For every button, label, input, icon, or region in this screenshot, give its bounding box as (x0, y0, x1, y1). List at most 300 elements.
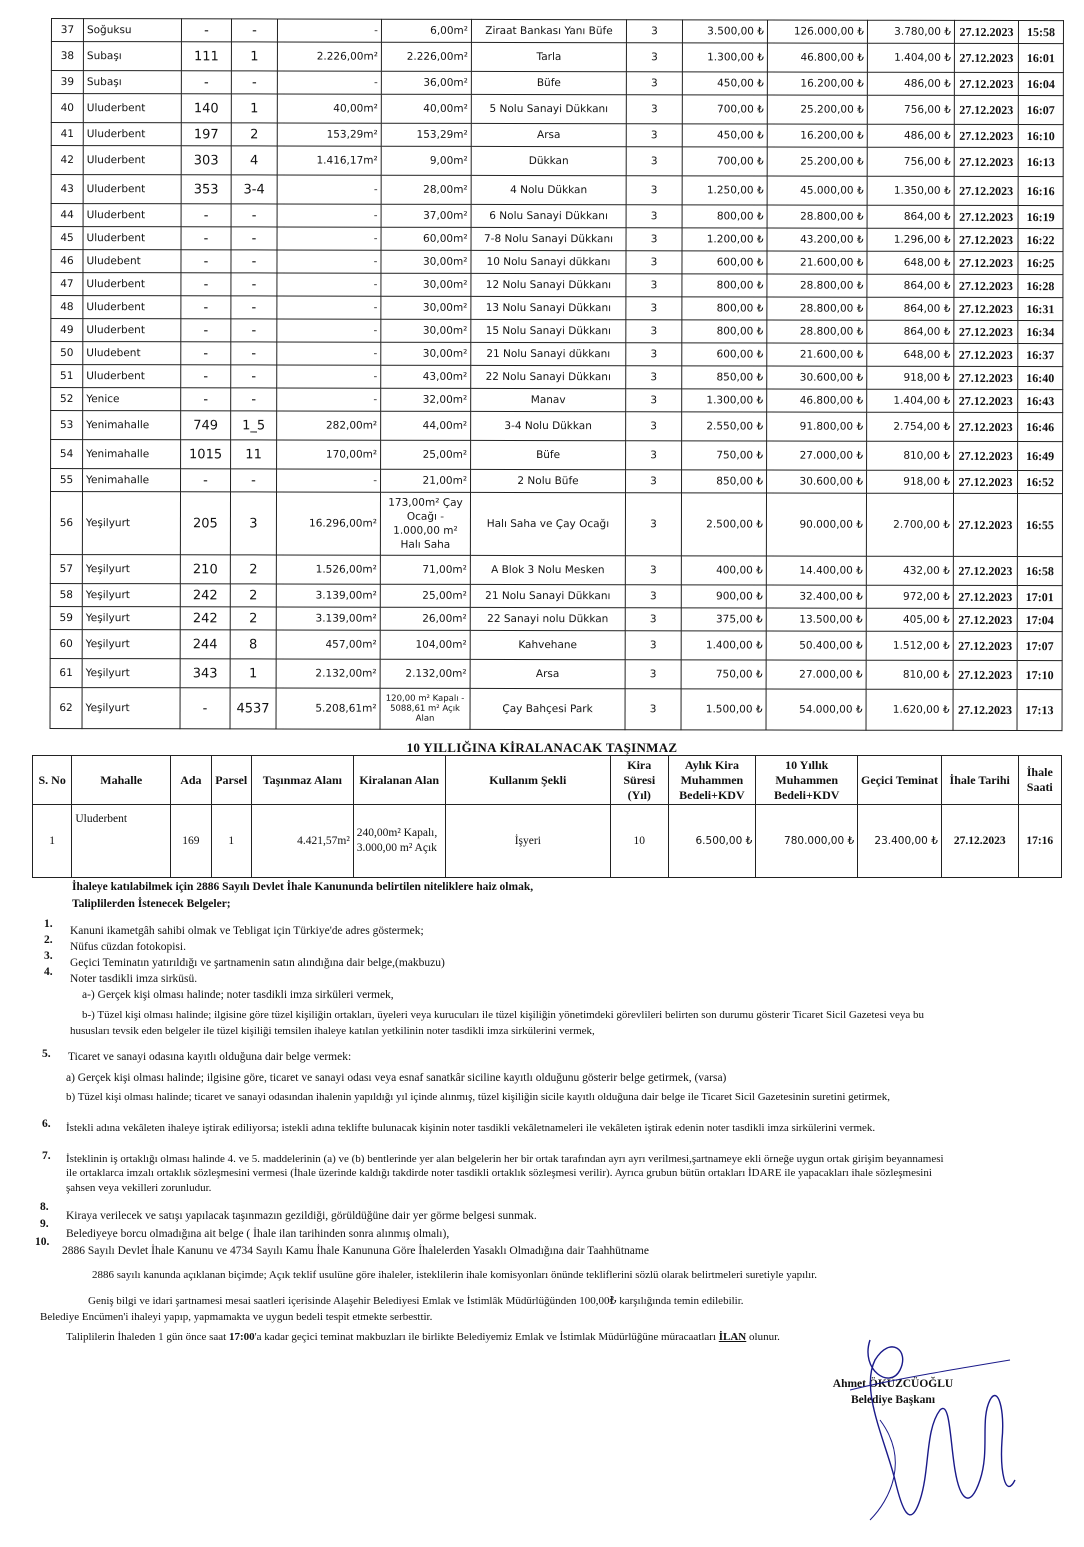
cell-parsel: 4537 (230, 688, 276, 729)
req-6: İstekli adına vekâleten ihaleye iştirak ediliyorsa; istekli adına teklifte bulunacak kişinin noter tasdikli vekâletnameleri ile vekâleten iştirak edenin noter tasdikli imza sirkülerini vermek. (66, 1122, 876, 1134)
req-8: Kiraya verilecek ve satışı yapılacak taşınmazın gezildiği, görüldüğüne dair yer görme belgesi sunmak. (66, 1210, 537, 1222)
cell-parsel: 2 (230, 555, 276, 584)
table-row (51, 440, 1063, 471)
cell-sure: 3 (625, 493, 681, 556)
table-row (50, 492, 1062, 557)
cell-mahalle: Uluderbent (83, 204, 181, 227)
cell-saat: 17:01 (1017, 586, 1062, 609)
cell-mahalle: Yenimahalle (83, 411, 181, 440)
cell-tarih: 27.12.2023 (953, 689, 1017, 730)
cell-teminat: 1.620,00 ₺ (866, 689, 953, 730)
header-saat: İhale Saati (1018, 756, 1061, 805)
cell-kiralanan: 153,29m² (381, 123, 471, 146)
cell-kullanim: Halı Saha ve Çay Ocağı (470, 492, 625, 555)
cell-kullanim: 4 Nolu Dükkan (471, 175, 626, 204)
req-intro-documents: Taliplilerden İstenecek Belgeler; (72, 898, 231, 910)
req-intro-eligibility: İhaleye katılabilmek için 2886 Sayılı Devlet İhale Kanununda belirtilen niteliklere haiz olmak, (72, 881, 534, 893)
cell-parsel: 1 (230, 659, 276, 688)
cell-sure: 3 (626, 470, 682, 493)
table-row (51, 319, 1063, 344)
cell-sure: 3 (626, 124, 682, 147)
cell-yillik: 126.000,00 ₺ (767, 20, 867, 43)
cell-tasinmaz: 16.296,00m² (276, 492, 380, 555)
cell-aylik: 800,00 ₺ (682, 274, 767, 297)
cell-yillik: 25.200,00 ₺ (767, 95, 867, 124)
table-row (51, 388, 1063, 413)
cell-sno: 50 (51, 342, 83, 365)
cell-tasinmaz: 3.139,00m² (276, 584, 380, 607)
cell-tarih: 27.12.2023 (941, 805, 1018, 878)
cell-parsel: 1 (231, 42, 277, 71)
cell-teminat: 2.700,00 ₺ (866, 493, 953, 556)
cell-tasinmaz: - (277, 71, 381, 94)
cell-mahalle: Uluderbent (72, 805, 171, 878)
cell-sure: 3 (626, 297, 682, 320)
cell-tasinmaz: - (277, 296, 381, 319)
cell-tasinmaz: - (277, 319, 381, 342)
cell-tasinmaz: - (277, 175, 381, 204)
cell-ada: 1015 (181, 440, 231, 469)
cell-tasinmaz: - (277, 273, 381, 296)
cell-ada: - (181, 227, 231, 250)
cell-sno: 59 (50, 606, 82, 629)
table-row (50, 554, 1062, 585)
cell-tarih: 27.12.2023 (954, 205, 1018, 228)
cell-kiralanan: 6,00m² (381, 19, 471, 42)
cell-yillik: 50.400,00 ₺ (766, 631, 866, 660)
header-parsel: Parsel (211, 756, 251, 805)
cell-tasinmaz: 5.208,61m² (276, 688, 380, 729)
cell-aylik: 800,00 ₺ (682, 297, 767, 320)
cell-sno: 48 (51, 296, 83, 319)
header-sno: S. No (33, 756, 72, 805)
req-10-number: 10. (35, 1236, 50, 1248)
cell-aylik: 900,00 ₺ (681, 585, 766, 608)
cell-saat: 16:19 (1018, 206, 1063, 229)
cell-tarih: 27.12.2023 (954, 389, 1018, 412)
req-4b-line1: b-) Tüzel kişi olması halinde; ilgisine göre tüzel kişiliğin ortakları, üyeleri veya kurucuları ile tüzel kişiliğin yönetimdeki görevlileri belirten son durumu gösterir Ticaret Sicil Gazetesi veya bu (82, 1009, 925, 1021)
cell-parsel: - (231, 469, 277, 492)
cell-tarih: 27.12.2023 (954, 43, 1018, 72)
req-9-number: 9. (40, 1218, 49, 1230)
table-row (51, 94, 1063, 125)
paragraph-open-bid: 2886 sayılı kanunda açıklanan biçimde; Açık teklif usulüne göre ihaleler, isteklilerin ihale komisyonları önünde tekliflerini sözlü olarak belirtmeleri suretiyle yapılır. (92, 1269, 818, 1281)
cell-tasinmaz: 282,00m² (277, 411, 381, 440)
cell-parsel: 1_5 (231, 411, 277, 440)
cell-sno: 40 (51, 94, 83, 123)
cell-yillik: 45.000,00 ₺ (767, 176, 867, 205)
cell-teminat: 1.404,00 ₺ (867, 389, 954, 412)
cell-yillik: 27.000,00 ₺ (766, 660, 866, 689)
cell-kiralanan: 25,00m² (380, 584, 470, 607)
cell-yillik: 780.000,00 ₺ (756, 805, 858, 878)
cell-ada: 197 (181, 123, 231, 146)
cell-aylik: 1.200,00 ₺ (682, 228, 767, 251)
cell-tasinmaz: 3.139,00m² (276, 607, 380, 630)
cell-saat: 15:58 (1018, 21, 1063, 44)
paragraph-council: Belediye Encümen'i ihaleyi yapıp, yapmamakta ve uygun bedeli tespit etmekte serbesttir. (40, 1311, 433, 1323)
header-kullanim: Kullanım Şekli (445, 756, 610, 805)
table-row (50, 629, 1062, 660)
cell-ada: - (181, 388, 231, 411)
req-number: 4. (44, 966, 53, 978)
cell-parsel: - (231, 296, 277, 319)
req-number: 2. (44, 934, 53, 946)
cell-tarih: 27.12.2023 (953, 631, 1017, 660)
cell-sno: 45 (51, 227, 83, 250)
cell-saat: 16:10 (1018, 125, 1063, 148)
cell-tarih: 27.12.2023 (954, 274, 1018, 297)
cell-parsel: - (231, 388, 277, 411)
cell-yillik: 28.800,00 ₺ (767, 205, 867, 228)
cell-mahalle: Yeşilyurt (82, 555, 180, 584)
req-4a: a-) Gerçek kişi olması halinde; noter tasdikli imza sirküleri vermek, (82, 989, 394, 1001)
cell-mahalle: Yenice (83, 388, 181, 411)
cell-sure: 3 (625, 585, 681, 608)
cell-mahalle: Yenimahalle (83, 469, 181, 492)
cell-tarih: 27.12.2023 (954, 147, 1018, 176)
cell-teminat: 3.780,00 ₺ (867, 20, 954, 43)
cell-kullanim: 7-8 Nolu Sanayi Dükkanı (471, 227, 626, 250)
cell-tarih: 27.12.2023 (954, 320, 1018, 343)
table-row (51, 411, 1063, 442)
table-row (50, 658, 1062, 689)
cell-ada: - (181, 204, 231, 227)
cell-kullanim: 22 Nolu Sanayi Dükkanı (471, 365, 626, 388)
cell-kiralanan: 30,00m² (381, 319, 471, 342)
header-yillik: 10 Yıllık Muhammen Bedeli+KDV (756, 756, 858, 805)
cell-sure: 3 (625, 631, 681, 660)
cell-kullanim: Kahvehane (470, 630, 625, 659)
cell-mahalle: Uludebent (83, 250, 181, 273)
cell-teminat: 1.512,00 ₺ (866, 631, 953, 660)
cell-ada: 205 (180, 492, 230, 555)
cell-tasinmaz: 2.226,00m² (277, 42, 381, 71)
table-row (51, 19, 1063, 44)
cell-mahalle: Subaşı (83, 71, 181, 94)
table-row (51, 175, 1063, 206)
cell-teminat: 648,00 ₺ (867, 343, 954, 366)
cell-kullanim: Büfe (471, 71, 626, 94)
cell-parsel: 1 (231, 94, 277, 123)
cell-kiralanan: 9,00m² (381, 146, 471, 175)
cell-parsel: - (231, 319, 277, 342)
cell-sure: 3 (626, 20, 682, 43)
cell-saat: 16:04 (1018, 73, 1063, 96)
table-row (51, 42, 1063, 73)
cell-kiralanan: 60,00m² (381, 227, 471, 250)
cell-parsel: - (231, 250, 277, 273)
cell-parsel: 2 (231, 123, 277, 146)
cell-tarih: 27.12.2023 (953, 556, 1017, 585)
cell-kullanim: A Blok 3 Nolu Mesken (470, 555, 625, 584)
cell-sno: 44 (51, 204, 83, 227)
req-4b-line2: hususları tevsik eden belgeler ile tüzel kişiliği temsilen ihaleye katılan yetkilinin noter tasdikli imza sirkülerini vermek, (70, 1025, 595, 1037)
cell-tarih: 27.12.2023 (954, 72, 1018, 95)
req-7-line1: İsteklinin iş ortaklığı olması halinde 4. ve 5. maddelerinin (a) ve (b) bentlerinde yer alan belgelerin her bir ortak tarafından ayrı ayrı verilmesi,şartnameye ekli örneğe uygun ortak girişim beyannamesi (66, 1153, 944, 1165)
cell-kullanim: 12 Nolu Sanayi Dükkanı (471, 273, 626, 296)
cell-teminat: 1.296,00 ₺ (867, 228, 954, 251)
cell-teminat: 23.400,00 ₺ (858, 805, 942, 878)
cell-saat: 16:01 (1018, 44, 1063, 73)
cell-tasinmaz: 4.421,57m² (251, 805, 353, 878)
cell-tarih: 27.12.2023 (954, 412, 1018, 441)
cell-ada: 303 (181, 146, 231, 175)
deadline-time: 17:00 (228, 1331, 255, 1343)
table-row (33, 805, 1062, 878)
cell-ada: - (181, 250, 231, 273)
cell-aylik: 600,00 ₺ (682, 343, 767, 366)
cell-sure: 3 (626, 43, 682, 72)
cell-sure: 3 (625, 660, 681, 689)
cell-kiralanan: 40,00m² (381, 94, 471, 123)
paragraph-application (66, 1330, 780, 1344)
table-row (51, 146, 1063, 177)
cell-kiralanan: 25,00m² (381, 440, 471, 469)
cell-parsel: 1 (211, 805, 251, 878)
req-item: Geçici Teminatın yatırıldığı ve şartnamenin satın alındığına dair belge,(makbuzu) (70, 957, 445, 969)
cell-tarih: 27.12.2023 (953, 493, 1017, 556)
table-header-row (33, 756, 1062, 805)
header-sure: Kira Süresi (Yıl) (611, 756, 669, 805)
cell-saat: 16:25 (1018, 252, 1063, 275)
cell-parsel: - (231, 71, 277, 94)
cell-kullanim: 10 Nolu Sanayi dükkanı (471, 250, 626, 273)
cell-tarih: 27.12.2023 (954, 343, 1018, 366)
cell-tarih: 27.12.2023 (954, 297, 1018, 320)
req-item: Kanuni ikametgâh sahibi olmak ve Tebligat için Türkiye'de adres göstermek; (70, 925, 424, 937)
cell-yillik: 46.800,00 ₺ (767, 43, 867, 72)
cell-kiralanan: 240,00m² Kapalı, 3.000,00 m² Açık (353, 805, 445, 878)
cell-mahalle: Uluderbent (83, 94, 181, 123)
cell-saat: 16:07 (1018, 96, 1063, 125)
table-row (51, 365, 1063, 390)
cell-tarih: 27.12.2023 (953, 608, 1017, 631)
cell-tarih: 27.12.2023 (954, 176, 1018, 205)
cell-saat: 17:16 (1018, 805, 1061, 878)
cell-kiralanan: 104,00m² (380, 630, 470, 659)
cell-mahalle: Yenimahalle (83, 440, 181, 469)
cell-aylik: 3.500,00 ₺ (682, 20, 767, 43)
cell-mahalle: Uluderbent (83, 296, 181, 319)
cell-ada: 140 (181, 94, 231, 123)
cell-teminat: 918,00 ₺ (867, 366, 954, 389)
cell-ada: 169 (171, 805, 211, 878)
cell-kullanim: 5 Nolu Sanayi Dükkanı (471, 94, 626, 123)
cell-aylik: 750,00 ₺ (681, 660, 766, 689)
cell-kullanim: Manav (471, 388, 626, 411)
cell-kullanim: 3-4 Nolu Dükkan (471, 411, 626, 440)
cell-saat: 16:49 (1018, 442, 1063, 471)
cell-sno: 56 (50, 492, 82, 555)
cell-yillik: 25.200,00 ₺ (767, 147, 867, 176)
cell-aylik: 450,00 ₺ (682, 72, 767, 95)
cell-tarih: 27.12.2023 (953, 585, 1017, 608)
cell-saat: 16:37 (1018, 344, 1063, 367)
table-row (51, 469, 1063, 494)
cell-sure: 3 (626, 320, 682, 343)
cell-sure: 3 (625, 556, 681, 585)
cell-saat: 16:52 (1018, 471, 1063, 494)
cell-teminat: 756,00 ₺ (867, 95, 954, 124)
cell-sure: 3 (626, 274, 682, 297)
req-6-number: 6. (42, 1118, 51, 1130)
cell-teminat: 918,00 ₺ (867, 470, 954, 493)
paragraph-application-part1: Taliplilerin İhaleden 1 gün önce saat (66, 1331, 229, 1343)
cell-kiralanan: 30,00m² (381, 296, 471, 319)
cell-mahalle: Uluderbent (83, 175, 181, 204)
cell-ada: - (181, 19, 231, 42)
cell-sure: 3 (626, 205, 682, 228)
cell-sno: 53 (51, 411, 83, 440)
cell-parsel: - (231, 227, 277, 250)
cell-mahalle: Uludebent (83, 342, 181, 365)
cell-kiralanan: 44,00m² (381, 411, 471, 440)
cell-aylik: 450,00 ₺ (682, 124, 767, 147)
cell-sno: 55 (51, 469, 83, 492)
req-item: Noter tasdikli imza sirküsü. (70, 973, 198, 985)
cell-sure: 3 (626, 147, 682, 176)
cell-kiralanan: 120,00 m² Kapalı - 5088,61 m² Açık Alan (380, 688, 470, 729)
cell-ada: - (181, 273, 231, 296)
cell-ada: - (181, 319, 231, 342)
cell-saat: 17:13 (1017, 690, 1062, 731)
cell-saat: 16:55 (1017, 494, 1062, 557)
cell-parsel: 3 (230, 492, 276, 555)
cell-teminat: 864,00 ₺ (867, 297, 954, 320)
cell-sno: 37 (51, 19, 83, 42)
rental-table-3-year (50, 18, 1064, 731)
cell-aylik: 750,00 ₺ (682, 441, 767, 470)
cell-sure: 3 (626, 412, 682, 441)
cell-teminat: 405,00 ₺ (866, 608, 953, 631)
cell-kiralanan: 26,00m² (380, 607, 470, 630)
cell-aylik: 800,00 ₺ (682, 205, 767, 228)
cell-sno: 61 (50, 658, 82, 687)
cell-aylik: 6.500,00 ₺ (668, 805, 756, 878)
cell-tarih: 27.12.2023 (954, 470, 1018, 493)
cell-kiralanan: 37,00m² (381, 204, 471, 227)
cell-sure: 3 (626, 95, 682, 124)
cell-ada: 749 (181, 411, 231, 440)
cell-teminat: 864,00 ₺ (867, 205, 954, 228)
cell-ada: - (181, 71, 231, 94)
cell-kullanim: 21 Nolu Sanayi dükkanı (471, 342, 626, 365)
cell-parsel: 2 (230, 584, 276, 607)
cell-tarih: 27.12.2023 (954, 366, 1018, 389)
cell-tarih: 27.12.2023 (954, 441, 1018, 470)
cell-yillik: 16.200,00 ₺ (767, 72, 867, 95)
cell-kullanim: Ziraat Bankası Yanı Büfe (471, 19, 626, 42)
cell-mahalle: Uluderbent (83, 273, 181, 296)
cell-tasinmaz: 153,29m² (277, 123, 381, 146)
cell-sno: 52 (51, 388, 83, 411)
cell-yillik: 46.800,00 ₺ (767, 389, 867, 412)
cell-sure: 3 (625, 689, 681, 730)
cell-teminat: 864,00 ₺ (867, 274, 954, 297)
cell-sure: 3 (626, 343, 682, 366)
cell-sno: 38 (51, 42, 83, 71)
cell-kullanim: İşyeri (445, 805, 610, 878)
paragraph-spec-info: Geniş bilgi ve idari şartnamesi mesai saatleri içerisinde Alaşehir Belediyesi Emlak ve İstimlâk Müdürlüğünden 100,00₺ karşılığında temin edilebilir. (88, 1295, 744, 1307)
cell-tarih: 27.12.2023 (954, 124, 1018, 147)
cell-yillik: 90.000,00 ₺ (766, 493, 866, 556)
table-row (51, 273, 1063, 298)
cell-aylik: 2.500,00 ₺ (681, 493, 766, 556)
req-5b: b) Tüzel kişi olması halinde; ticaret ve sanayi odasından ihalenin yapıldığı yıl içinde alınmış, tüzel kişiliğin sicile kayıtlı olduğuna dair belge ile Ticaret Sicil Gazetesinin suretini getirmek, (66, 1091, 890, 1103)
section-title-10-year: 10 YILLIĞINA KİRALANACAK TAŞINMAZ (406, 740, 678, 755)
cell-aylik: 1.250,00 ₺ (682, 176, 767, 205)
table-row (50, 606, 1062, 631)
cell-ada: 343 (180, 659, 230, 688)
cell-parsel: - (231, 204, 277, 227)
cell-kiralanan: 71,00m² (380, 555, 470, 584)
cell-parsel: 11 (231, 440, 277, 469)
table-row (51, 250, 1063, 275)
cell-mahalle: Uluderbent (83, 123, 181, 146)
cell-yillik: 43.200,00 ₺ (767, 228, 867, 251)
cell-parsel: - (231, 19, 277, 42)
cell-sure: 3 (626, 176, 682, 205)
cell-ada: - (181, 365, 231, 388)
cell-parsel: 3-4 (231, 175, 277, 204)
cell-aylik: 1.400,00 ₺ (681, 631, 766, 660)
cell-sure: 3 (625, 608, 681, 631)
cell-mahalle: Yeşilyurt (82, 584, 180, 607)
table-row (51, 227, 1063, 252)
cell-yillik: 91.800,00 ₺ (767, 412, 867, 441)
cell-ada: - (181, 342, 231, 365)
cell-kiralanan: 2.132,00m² (380, 659, 470, 688)
cell-sure: 3 (626, 228, 682, 251)
cell-kullanim: Dükkan (471, 146, 626, 175)
cell-aylik: 1.300,00 ₺ (682, 43, 767, 72)
cell-kullanim: Arsa (470, 659, 625, 688)
cell-yillik: 27.000,00 ₺ (767, 441, 867, 470)
cell-sno: 39 (51, 71, 83, 94)
cell-sno: 60 (50, 629, 82, 658)
cell-ada: 242 (180, 584, 230, 607)
header-tasinmaz: Taşınmaz Alanı (251, 756, 353, 805)
cell-ada: 242 (180, 607, 230, 630)
cell-yillik: 54.000,00 ₺ (766, 689, 866, 730)
cell-aylik: 700,00 ₺ (682, 147, 767, 176)
cell-yillik: 13.500,00 ₺ (766, 608, 866, 631)
cell-sure: 3 (626, 441, 682, 470)
cell-aylik: 375,00 ₺ (681, 608, 766, 631)
cell-yillik: 21.600,00 ₺ (767, 343, 867, 366)
cell-sno: 58 (50, 583, 82, 606)
cell-tasinmaz: 170,00m² (277, 440, 381, 469)
cell-mahalle: Yeşilyurt (82, 607, 180, 630)
cell-sno: 1 (33, 805, 72, 878)
cell-kiralanan: 43,00m² (381, 365, 471, 388)
header-kiralanan: Kiralanan Alan (353, 756, 445, 805)
req-7-line3: şahsen veya vekilleri zorunludur. (66, 1182, 212, 1194)
cell-yillik: 28.800,00 ₺ (767, 320, 867, 343)
cell-teminat: 648,00 ₺ (867, 251, 954, 274)
cell-saat: 16:31 (1018, 298, 1063, 321)
table-row (51, 296, 1063, 321)
cell-teminat: 1.350,00 ₺ (867, 176, 954, 205)
cell-saat: 16:34 (1018, 321, 1063, 344)
cell-tasinmaz: - (277, 365, 381, 388)
cell-yillik: 32.400,00 ₺ (766, 585, 866, 608)
cell-tasinmaz: - (277, 469, 381, 492)
cell-aylik: 1.500,00 ₺ (681, 689, 766, 730)
cell-sure: 3 (626, 251, 682, 274)
cell-saat: 16:16 (1018, 177, 1063, 206)
